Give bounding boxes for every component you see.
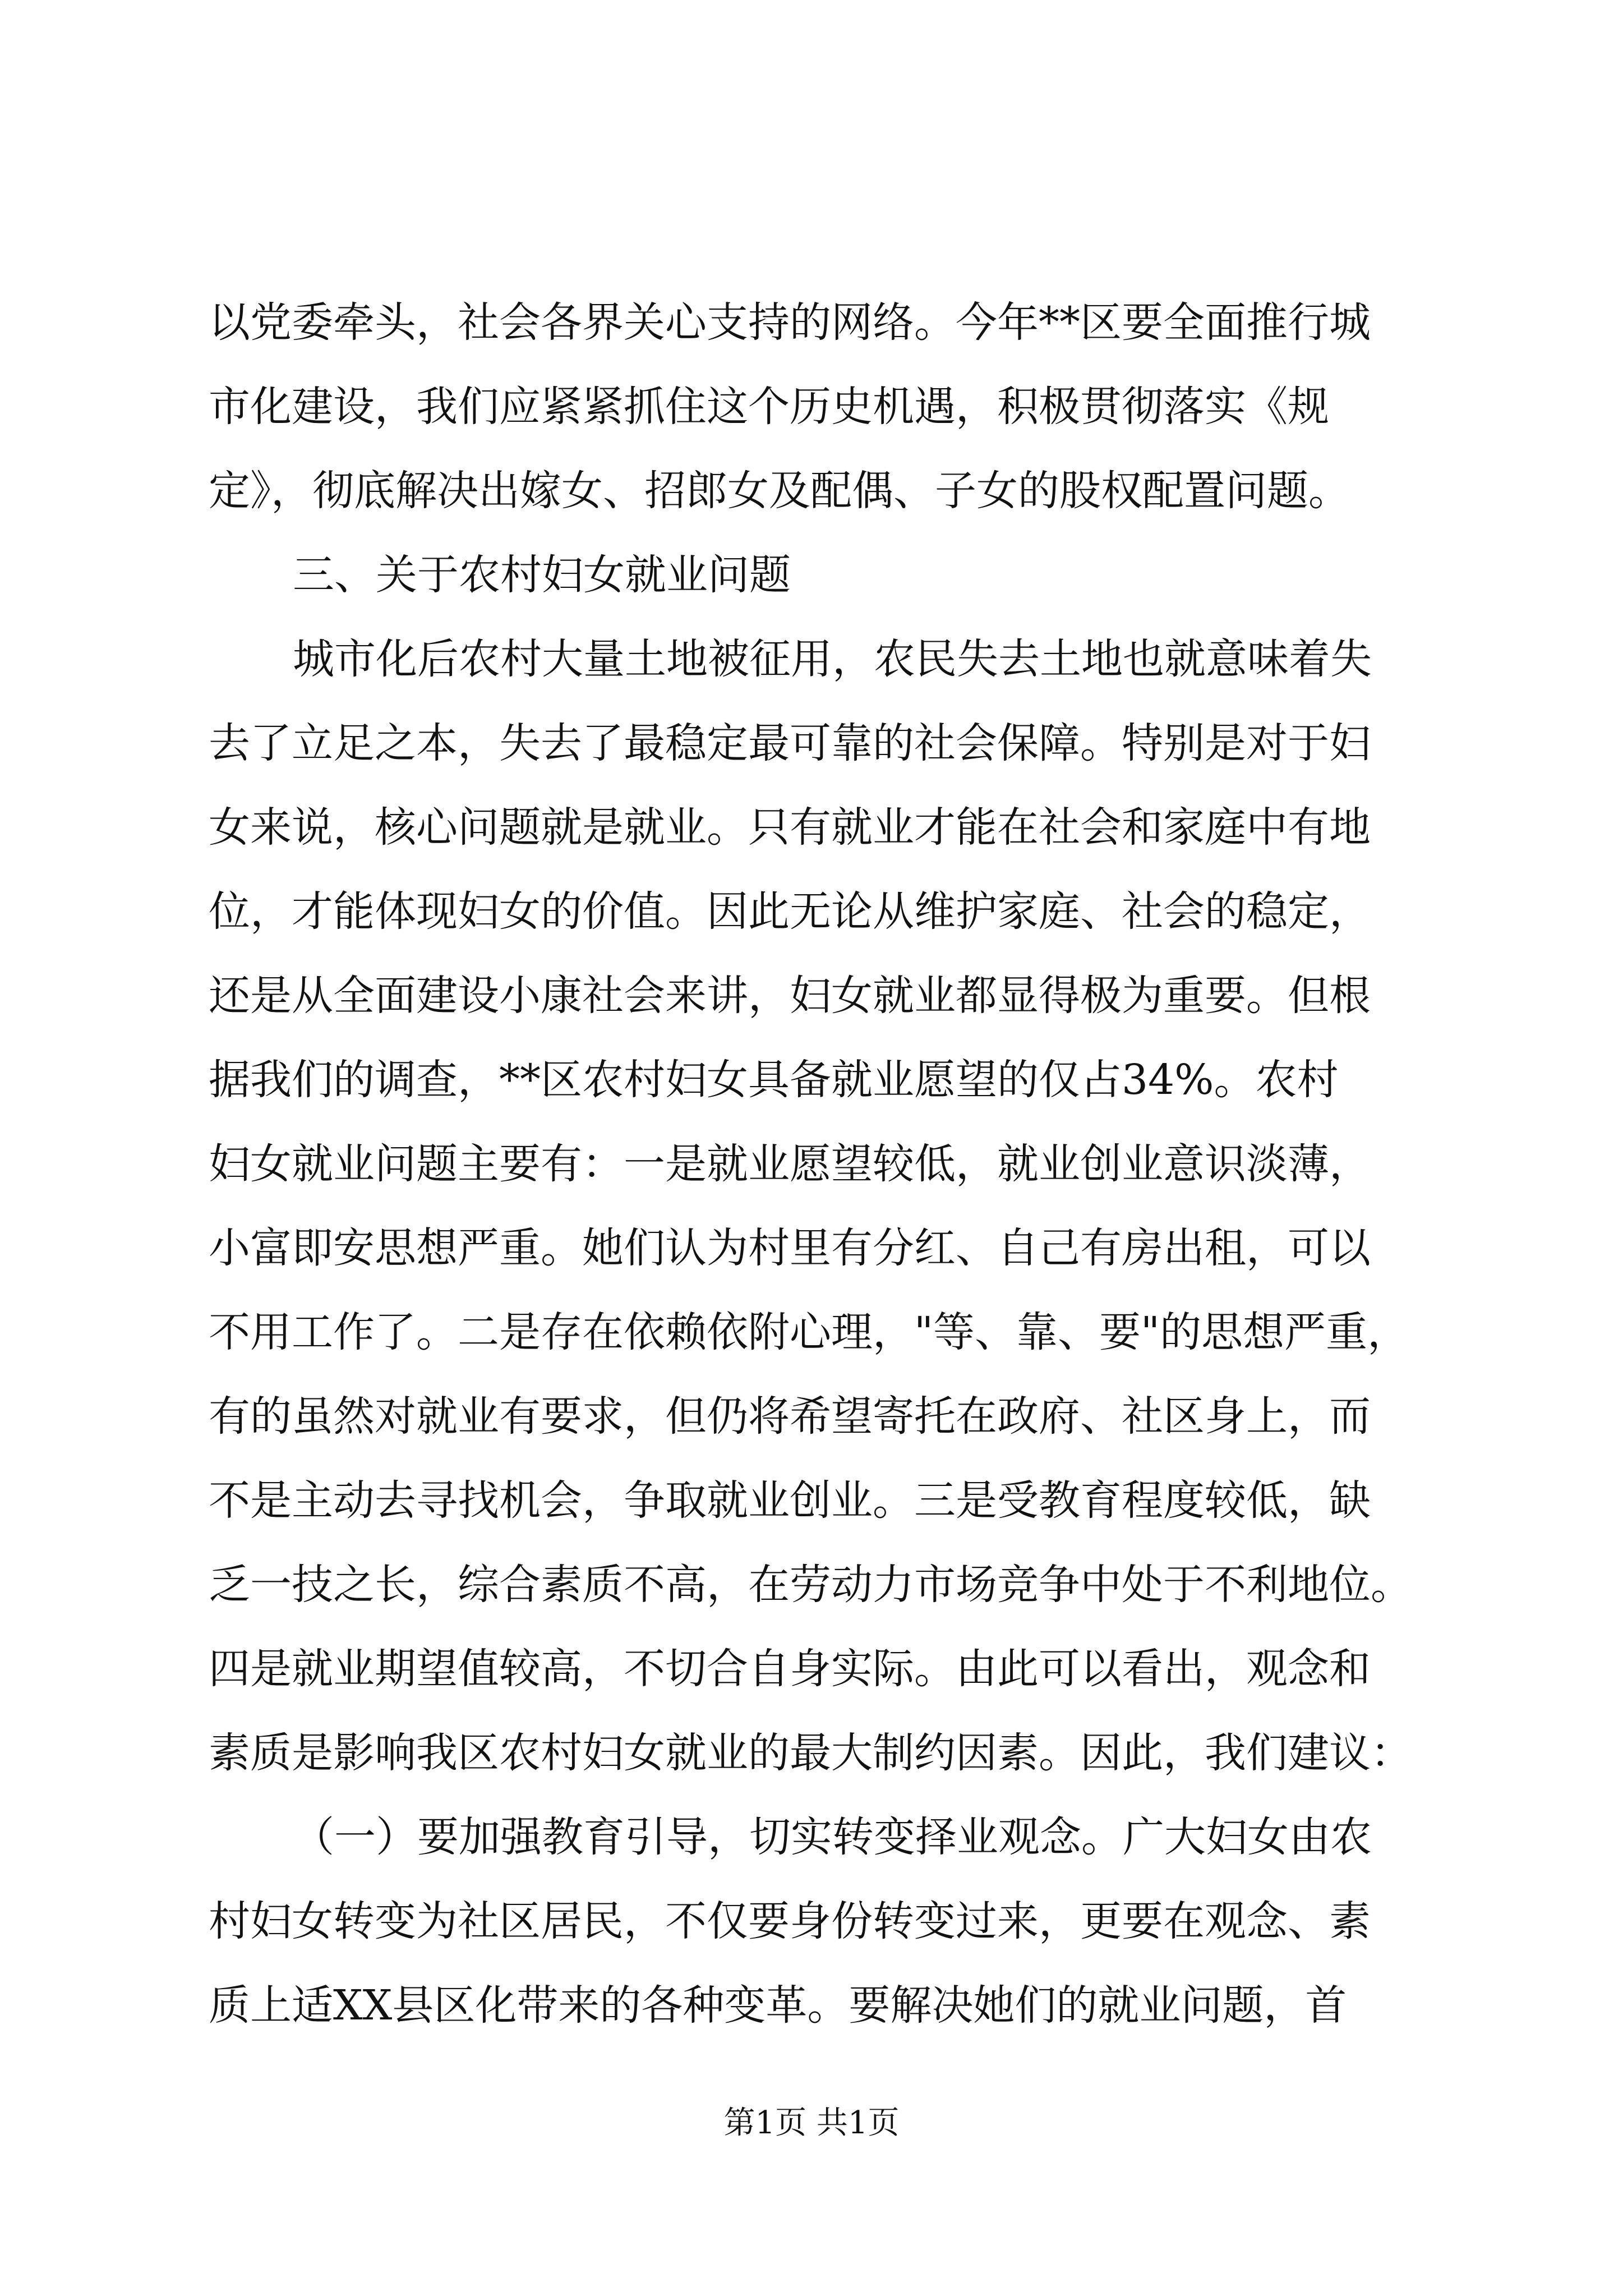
text-line: 有的虽然对就业有要求，但仍将希望寄托在政府、社区身上，而 [209, 1392, 1371, 1441]
paragraph-first-line: （一）要加强教育引导，切实转变择业观念。广大妇女由农 [293, 1813, 1372, 1861]
text-line: 乏一技之长，综合素质不高，在劳动力市场竞争中处于不利地位。 [209, 1561, 1412, 1609]
text-line: 素质是影响我区农村妇女就业的最大制约因素。因此，我们建议： [209, 1729, 1412, 1777]
text-line: 位，才能体现妇女的价值。因此无论从维护家庭、社会的稳定， [209, 887, 1371, 936]
text-line: 村妇女转变为社区居民，不仅要身份转变过来，更要在观念、素 [209, 1897, 1371, 1945]
text-line: 四是就业期望值较高，不切合自身实际。由此可以看出，观念和 [209, 1645, 1371, 1693]
text-line: 妇女就业问题主要有：一是就业愿望较低，就业创业意识淡薄， [209, 1140, 1371, 1188]
text-line: 去了立足之本，失去了最稳定最可靠的社会保障。特别是对于妇 [209, 719, 1371, 767]
text-line: 市化建设，我们应紧紧抓住这个历史机遇，积极贯彻落实《规 [209, 383, 1329, 431]
section-heading: 三、关于农村妇女就业问题 [293, 551, 791, 599]
text-line: 还是从全面建设小康社会来讲，妇女就业都显得极为重要。但根 [209, 972, 1371, 1020]
text-line: 不用工作了。二是存在依赖依附心理，"等、靠、要"的思想严重， [209, 1308, 1409, 1356]
paragraph-first-line: 城市化后农村大量土地被征用，农民失去土地也就意味着失 [293, 635, 1372, 683]
text-line: 据我们的调查，**区农村妇女具备就业愿望的仅占34%。农村 [209, 1056, 1339, 1104]
document-body [209, 280, 1414, 2047]
text-line: 小富即安思想严重。她们认为村里有分红、自己有房出租，可以 [209, 1224, 1371, 1272]
text-line: 质上适XX县区化带来的各种变革。要解决她们的就业问题，首 [209, 1981, 1347, 2030]
text-line: 不是主动去寻找机会，争取就业创业。三是受教育程度较低，缺 [209, 1476, 1371, 1525]
text-line: 女来说，核心问题就是就业。只有就业才能在社会和家庭中有地 [209, 803, 1371, 852]
page-footer: 第1页 共1页 [723, 2105, 900, 2141]
text-line: 定》，彻底解决出嫁女、招郎女及配偶、子女的股权配置问题。 [209, 467, 1350, 515]
text-line: 以党委牵头，社会各界关心支持的网络。今年**区要全面推行城 [209, 298, 1371, 347]
